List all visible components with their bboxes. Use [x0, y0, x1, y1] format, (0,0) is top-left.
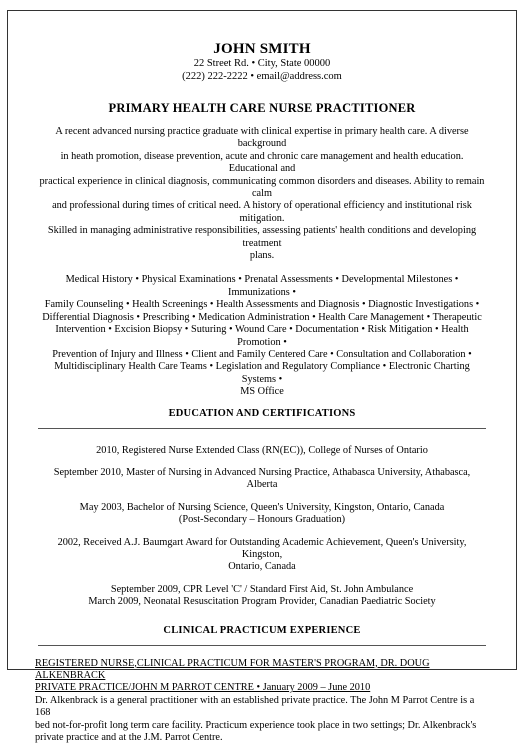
resume-page [7, 10, 517, 744]
education-entry [38, 584, 486, 609]
skills-line: MS Office [240, 386, 284, 398]
skills-line: Family Counseling • Health Screenings • Health Assessments and Diagnosis • Diagnostic Investigations • [44, 299, 480, 311]
education-heading: EDUCATION AND CERTIFICATIONS [168, 407, 356, 419]
education-line: 2010, Registered Nurse Extended Class (RN(EC)), College of Nurses of Ontario [96, 444, 428, 456]
education-entry [38, 445, 486, 457]
address-line: 22 Street Rd. • City, State 00000 [193, 58, 331, 69]
education-entry [38, 467, 486, 492]
practicum-description-line: bed not-for-profit long term care facility. Practicum experience took place in two settings; Dr. Alkenbrack's [35, 719, 477, 731]
practicum-description-line: private practice and at the J.M. Parrot Centre. [35, 732, 223, 744]
summary-line: Skilled in managing administrative responsibilities, assessing patients' health conditions and developing treatment [47, 225, 477, 249]
summary-line: in heath promotion, disease prevention, acute and chronic care management and health education. Educational and [60, 150, 464, 175]
practicum-description-line: Dr. Alkenbrack is a general practitioner with an established private practice. The John M Parrot Centre is a 168 [35, 694, 475, 719]
skills-line: Intervention • Excision Biopsy • Suturing • Wound Care • Documentation • Risk Mitigation • Health Promotion • [55, 324, 469, 348]
education-line: (Post-Secondary – Honours Graduation) [178, 514, 346, 526]
education-entry [38, 502, 486, 527]
skills-line: Prevention of Injury and Illness • Client and Family Centered Care • Consultation and Collaboration • [52, 348, 472, 360]
practicum-job-title: REGISTERED NURSE,CLINICAL PRACTICUM FOR MASTER'S PROGRAM, DR. DOUG ALKENBRACK [35, 657, 430, 681]
education-line: March 2009, Neonatal Resuscitation Program Provider, Canadian Paediatric Society [88, 596, 436, 608]
education-line: September 2010, Master of Nursing in Advanced Nursing Practice, Athabasca University, Athabasca, Alberta [53, 466, 471, 491]
phone-email-line: (222) 222-2222 • email@address.com [182, 70, 342, 82]
section-divider [38, 428, 486, 429]
skills-line: Multidisciplinary Health Care Teams • Legislation and Regulatory Compliance • Electronic Charting Systems • [54, 361, 470, 385]
education-line: September 2009, CPR Level 'C' / Standard First Aid, St. John Ambulance [110, 583, 414, 595]
section-divider [38, 645, 486, 646]
practicum-heading: CLINICAL PRACTICUM EXPERIENCE [163, 624, 361, 636]
education-line: Ontario, Canada [228, 561, 296, 573]
candidate-name: JOHN SMITH [213, 41, 311, 57]
skills-line: Medical History • Physical Examinations • Prenatal Assessments • Developmental Milestones • Immunizations • [65, 274, 459, 298]
education-line: 2002, Received A.J. Baumgart Award for Outstanding Academic Achievement, Queen's University, Kingston, [57, 536, 467, 560]
resume-header [8, 11, 516, 83]
practicum-employer-dates: PRIVATE PRACTICE/JOHN M PARROT CENTRE • January 2009 – June 2010 [35, 682, 371, 694]
skills-line: Differential Diagnosis • Prescribing • Medication Administration • Health Care Management • Therapeutic [42, 311, 482, 323]
summary-line: practical experience in clinical diagnosis, communicating common disorders and diseases. Ability to remain calm [39, 175, 485, 200]
summary-line: A recent advanced nursing practice graduate with clinical expertise in primary health care. A diverse background [55, 126, 469, 150]
summary-line: plans. [249, 250, 275, 262]
summary-paragraph [38, 126, 486, 262]
summary-line: and professional during times of critical need. A history of operational efficiency and institutional risk mitigation. [52, 200, 472, 224]
practicum-description [35, 695, 489, 744]
job-objective-title: PRIMARY HEALTH CARE NURSE PRACTITIONER [108, 101, 416, 115]
practicum-job-header [35, 658, 489, 695]
education-entry [38, 537, 486, 574]
skills-list [38, 274, 486, 398]
education-line: May 2003, Bachelor of Nursing Science, Queen's University, Kingston, Ontario, Canada [79, 501, 445, 513]
